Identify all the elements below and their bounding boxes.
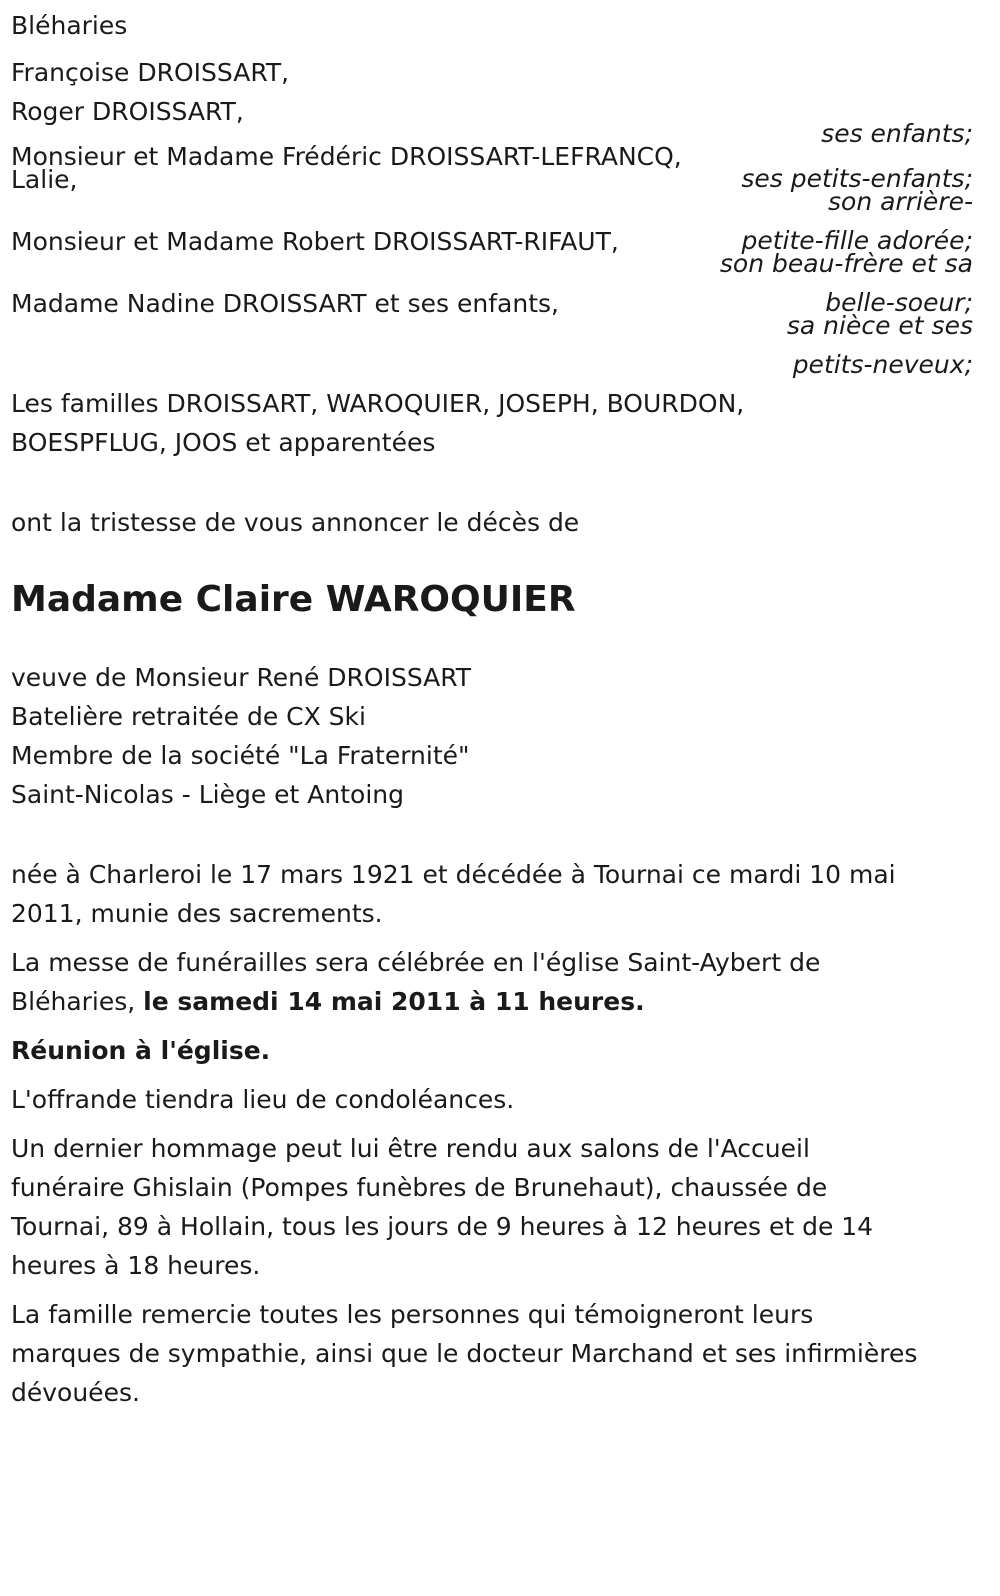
funeral-mass: La messe de funérailles sera célébrée en l'église Saint-Aybert de Bléharies, le samedi 14 mai 2011 à 11 heures.	[11, 948, 821, 1016]
thanks: La famille remercie toutes les personnes qui témoigneront leurs marques de sympathie, ainsi que le docteur Marchand et ses infirmières dévouées.	[11, 1300, 918, 1407]
family-name: Françoise DROISSART,	[11, 58, 290, 87]
homage: Un dernier hommage peut lui être rendu aux salons de l'Accueil funéraire Ghislain (Pompes funèbres de Brunehaut), chaussée de Tournai, 89 à Hollain, tous les jours de 9 heures à 12 heures et de 14 heures à 18 heures.	[11, 1134, 874, 1280]
family-role: sa nièce et ses	[786, 311, 973, 340]
family-name: Roger DROISSART,	[11, 97, 244, 126]
offering: L'offrande tiendra lieu de condoléances.	[11, 1085, 515, 1114]
deceased-details: veuve de Monsieur René DROISSART Batelière retraitée de CX Ski Membre de la société "La Fraternité" Saint-Nicolas - Liège et Antoing	[11, 663, 472, 809]
place: Bléharies	[11, 11, 128, 40]
family-role: ses petits-enfants;	[741, 164, 973, 193]
extended-family: Les familles DROISSART, WAROQUIER, JOSEPH, BOURDON, BOESPFLUG, JOOS et apparentées	[11, 389, 745, 457]
birth-death: née à Charleroi le 17 mars 1921 et décédée à Tournai ce mardi 10 mai 2011, munie des sacrements.	[11, 860, 896, 928]
family-name: Monsieur et Madame Frédéric DROISSART-LEFRANCQ,	[11, 142, 682, 171]
family-role: petite-fille adorée;	[741, 226, 973, 255]
family-name: Monsieur et Madame Robert DROISSART-RIFAUT,	[11, 227, 619, 256]
family-name: Lalie,	[11, 165, 78, 194]
family-role: petits-neveux;	[792, 350, 973, 379]
deceased-name: Madame Claire WAROQUIER	[11, 579, 576, 620]
family-name: Madame Nadine DROISSART et ses enfants,	[11, 289, 559, 318]
family-role: son arrière-	[828, 187, 973, 216]
meeting: Réunion à l'église.	[11, 1036, 271, 1065]
family-role: ses enfants;	[821, 119, 973, 148]
family-role: son beau-frère et sa	[719, 249, 973, 278]
announcement: ont la tristesse de vous annoncer le décès de	[11, 508, 580, 537]
funeral-date: le samedi 14 mai 2011 à 11 heures.	[143, 987, 645, 1016]
obituary	[11, 6, 973, 1412]
family-group-niece	[11, 284, 973, 384]
family-role: belle-soeur;	[825, 288, 973, 317]
